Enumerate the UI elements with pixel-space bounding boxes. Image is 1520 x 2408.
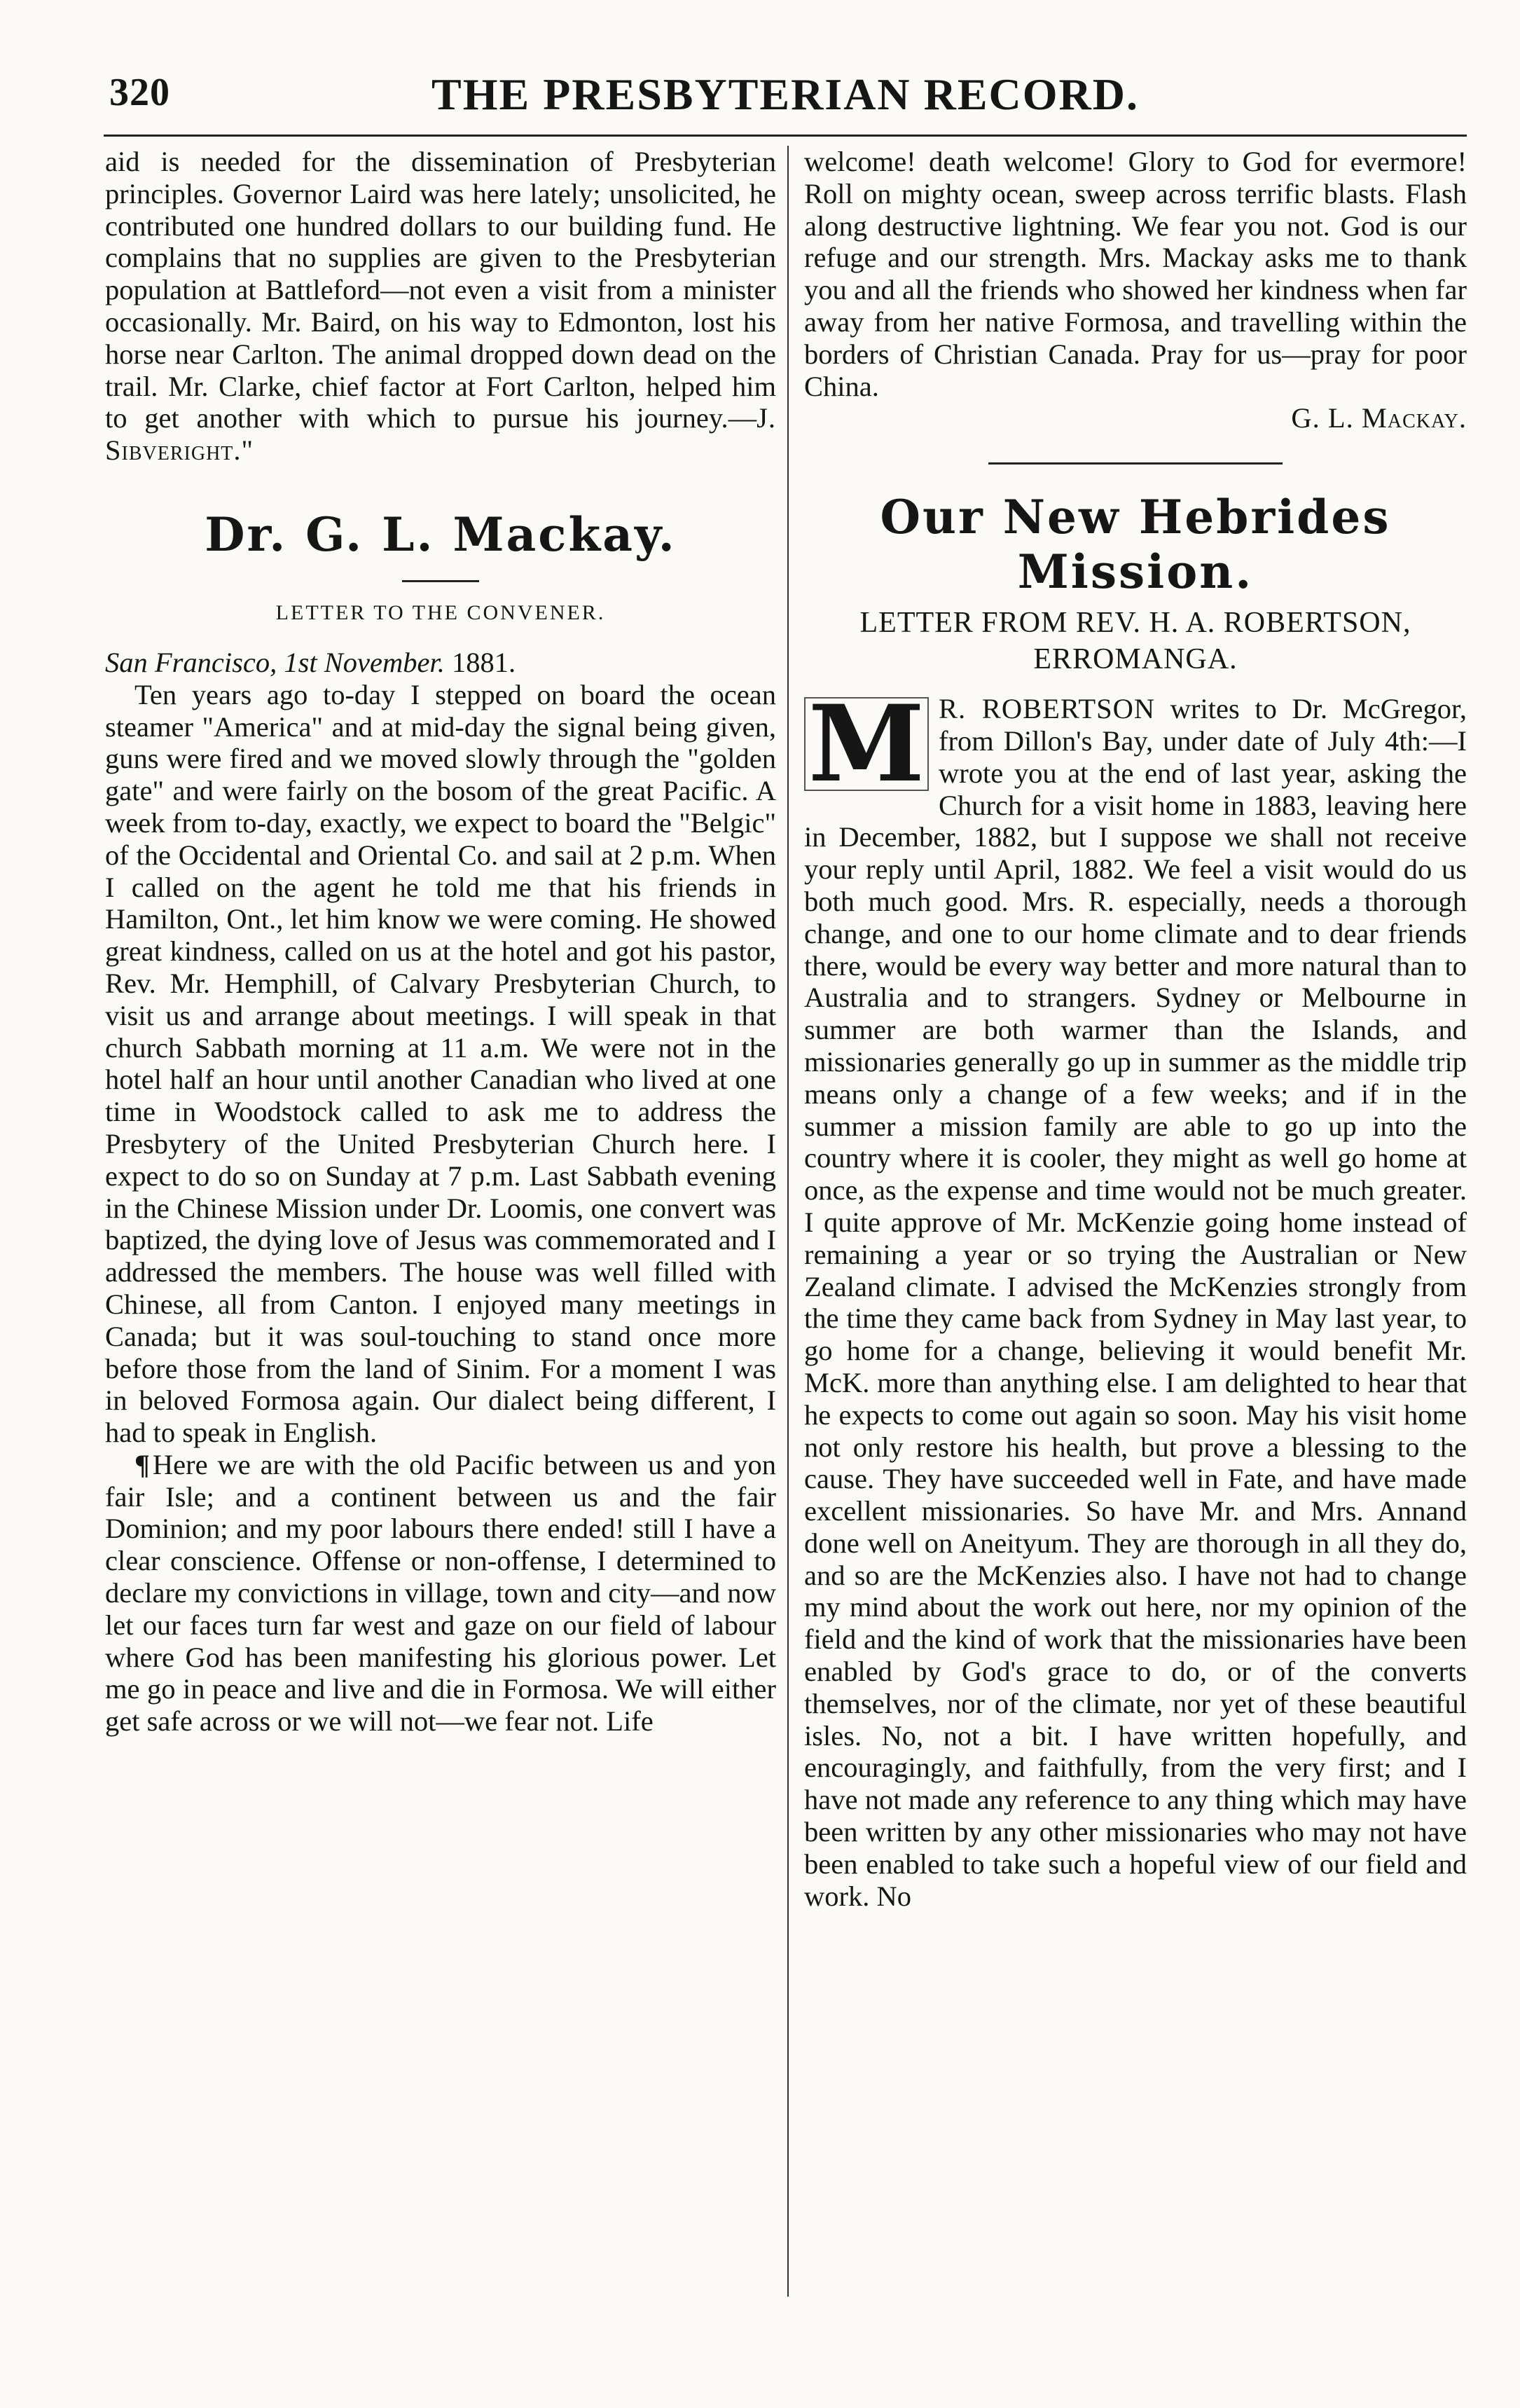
letter-heading-line-1: LETTER FROM REV. H. A. ROBERTSON, xyxy=(859,607,1411,640)
masthead-rule xyxy=(104,135,1467,137)
robertson-lead: R. ROBERTSON xyxy=(939,693,1156,725)
signature-sibveright: J. Sibveright." xyxy=(105,402,776,467)
heading-rule xyxy=(402,580,479,582)
letter-paragraph-2 xyxy=(105,1449,776,1738)
letter-heading-line-2: ERROMANGA. xyxy=(1033,643,1238,676)
dateline xyxy=(105,647,776,679)
right-column xyxy=(804,146,1467,1912)
right-paragraph-continued: welcome! death welcome! Glory to God for evermore! Roll on mighty ocean, sweep across terrific blasts. Flash along destructive lightning. We fear you not. God is our refuge and our strength. Mrs. Mackay asks me to thank you and all the friends who showed her kindness when far away from her native Formosa, and travelling within the borders of Christian Canada. Pray for us—pray for poor China. xyxy=(804,146,1467,402)
paragraph-mark-icon: ¶ xyxy=(134,1448,150,1480)
letter-paragraph-2-text: Here we are with the old Pacific between us and yon fair Isle; and a continent between us and the fair Dominion; and my poor labours there ended! still I have a clear conscience. Offense or non-offense, I determined to declare my convictions in village, town and city—and now let our faces turn far west and gaze on our field of labour where God has been manifesting his glorious power. Let me go in peace and live and die in Formosa. We will either get safe across or we will not—we fear not. Life xyxy=(105,1448,776,1738)
column-divider xyxy=(787,146,789,2297)
page-number: 320 xyxy=(109,71,170,114)
robertson-letter xyxy=(804,682,1467,1912)
left-paragraph-continued xyxy=(105,146,776,467)
left-paragraph-continued-text: aid is needed for the dissemination of Presbyterian principles. Governor Laird was here lately; unsolicited, he contributed one hundred dollars to our building fund. He complains that no supplies are given to the Presbyterian population at Battleford—not even a visit from a minister occasionally. Mr. Baird, on his way to Edmonton, lost his horse near Carlton. The animal dropped down dead on the trail. Mr. Clarke, chief factor at Fort Carlton, helped him to get another with which to pursue his journey.— xyxy=(105,146,776,434)
section-heading-mackay: Dr. G. L. Mackay. xyxy=(205,507,677,562)
sub-heading-letter: LETTER TO THE CONVENER. xyxy=(275,600,606,624)
section-rule xyxy=(988,462,1283,465)
left-column xyxy=(105,146,776,1738)
section-heading-new-hebrides: Our New Hebrides Mission. xyxy=(880,490,1391,600)
dateline-year: 1881. xyxy=(444,646,516,678)
dateline-place: San Francisco, 1st November. xyxy=(105,646,445,678)
letter-paragraph-1: Ten years ago to-day I stepped on board the ocean steamer "America" and at mid-day the signal being given, guns were fired and we moved slowly through the "golden gate" and were fairly on the bosom of the great Pacific. A week from to-day, exactly, we expect to board the "Belgic" of the Occidental and Oriental Co. and sail at 2 p.m. When I called on the agent he told me that his friends in Hamilton, Ont., let him know we were coming. He showed great kindness, called on us at the hotel and got his pastor, Rev. Mr. Hemphill, of Calvary Presbyterian Church, to visit us and arrange about meetings. I will speak in that church Sabbath morning at 11 a.m. We were not in the hotel half an hour until another Canadian who lived at one time in Woodstock called to ask me to address the Presbytery of the United Presbyterian Church here. I expect to do so on Sunday at 7 p.m. Last Sabbath evening in the Chinese Mission under Dr. Loomis, one convert was baptized, the dying love of Jesus was commemorated and I addressed the members. The house was well filled with Chinese, all from Canton. I enjoyed many meetings in Canada; but it was soul-touching to stand once more before those from the land of Sinim. For a moment I was in beloved Formosa again. Our dialect being different, I had to speak in English. xyxy=(105,678,776,1449)
robertson-letter-text: writes to Dr. McGregor, from Dillon's Bay, under date of July 4th:—I wrote you at the end of last year, asking the Church for a visit home in 1883, leaving here in December, 1882, but I suppose we shall not receive your reply until April, 1882. We feel a visit would do us both much good. Mrs. R. especially, needs a thorough change, and one to our home climate and to dear friends there, would be every way better and more natural than to Australia and to strangers. Sydney or Melbourne in summer are both warmer than the Islands, and missionaries generally go up in summer as the middle trip means only a change of a few weeks; and if in the summer a mission family are able to go up into the country where it is cooler, they might as well go home at once, as the expense and time would not be much greater. I quite approve of Mr. McKenzie going home instead of remaining a year or so trying the Australian or New Zealand climate. I advised the McKenzies strongly from the time they came back from Sydney in May last year, to go home for a change, believing it would benefit Mr. McK. more than anything else. I am delighted to hear that he expects to come out again so soon. May his visit home not only restore his health, but prove a blessing to the cause. They have succeeded well in Fate, and have made excellent missionaries. So have Mr. and Mrs. Annand done well on Aneityum. They are thorough in all they do, and so are the McKenzies also. I have not had to change my mind about the work out here, nor my opinion of the field and the kind of work that the missionaries have been enabled by God's grace to do, or of the converts themselves, nor of the climate, nor yet of these beautiful isles. No, not a bit. I have written hopefully, and encouragingly, and faithfully, from the very first; and I have not made any reference to any thing which may have been written by any other missionaries who may not have been enabled to take such a hopeful view of our field and work. No xyxy=(804,693,1467,1912)
drop-cap: M xyxy=(804,697,929,791)
letter-heading xyxy=(804,605,1467,677)
signature-mackay: G. L. Mackay. xyxy=(1291,402,1467,434)
running-title: THE PRESBYTERIAN RECORD. xyxy=(431,69,1139,119)
masthead xyxy=(104,64,1467,135)
